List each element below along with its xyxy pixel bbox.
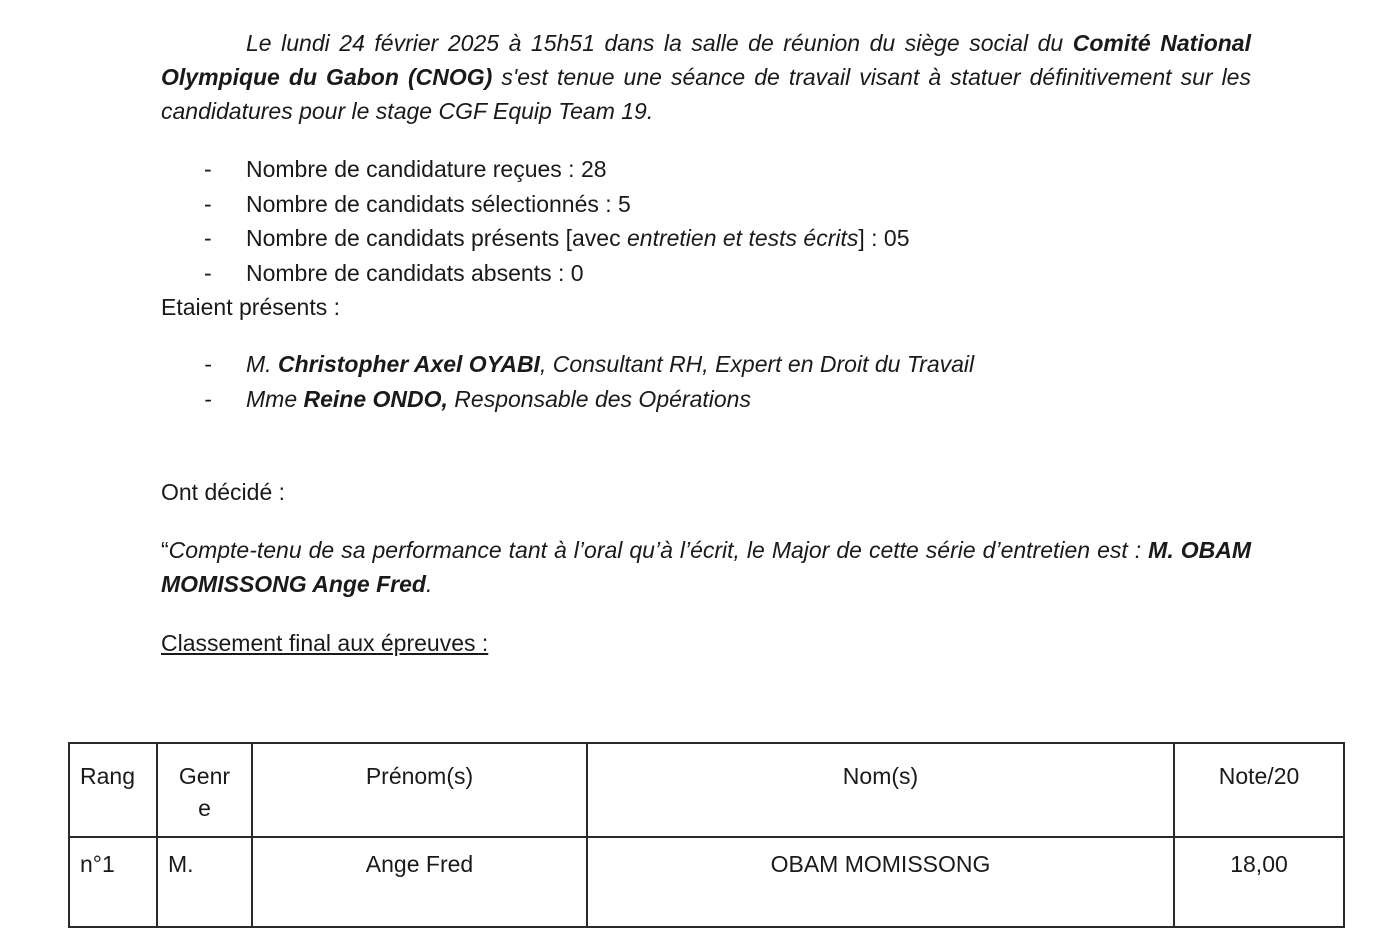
header-genre: Genre [157, 743, 252, 837]
cell-rang: n°1 [69, 837, 157, 927]
attendees-list [200, 347, 974, 416]
intro-paragraph [161, 26, 1251, 128]
list-item: - Nombre de candidats absents : 0 [200, 256, 910, 291]
major-name: M. OBAM MOMISSONG Ange Fred [161, 537, 1251, 597]
header-prenom: Prénom(s) [252, 743, 587, 837]
ranking-table [68, 742, 1345, 928]
intro-text-start: Le lundi 24 février 2025 à 15h51 dans la salle de réunion du siège social du [246, 30, 1073, 56]
list-item: - M. Christopher Axel OYABI, Consultant RH, Expert en Droit du Travail [200, 347, 974, 382]
decision-paragraph: “Compte-tenu de sa performance tant à l’oral qu’à l’écrit, le Major de cette série d’entretien est : M. OBAM MOMISSONG Ange Fred. [161, 537, 1251, 597]
present-label: Etaient présents : [161, 294, 340, 320]
intro-text-end: s'est tenue une séance de travail visant à statuer définitivement sur les candidatures pour le stage CGF Equip Team 19. [161, 64, 1251, 124]
ranking-title: Classement final aux épreuves : [161, 630, 489, 656]
decided-label: Ont décidé : [161, 479, 286, 505]
cell-nom: OBAM MOMISSONG [587, 837, 1174, 927]
cell-genre: M. [157, 837, 252, 927]
table-row [69, 837, 1344, 927]
header-note: Note/20 [1174, 743, 1344, 837]
organization-name: Comité National Olympique du Gabon (CNOG) [161, 30, 1251, 90]
list-item: - Nombre de candidats présents [avec entretien et tests écrits] : 05 [200, 221, 910, 256]
attendee-name: Reine ONDO, [303, 385, 448, 412]
header-nom: Nom(s) [587, 743, 1174, 837]
cell-prenom: Ange Fred [252, 837, 587, 927]
list-item: - Nombre de candidats sélectionnés : 5 [200, 187, 910, 222]
attendee-name: Christopher Axel OYABI [277, 351, 540, 377]
list-item: - Mme Reine ONDO, Responsable des Opérations [200, 382, 974, 417]
table-header-row [69, 743, 1344, 837]
list-item: - Nombre de candidature reçues : 28 [200, 152, 910, 187]
header-rang: Rang [69, 743, 157, 837]
cell-note: 18,00 [1174, 837, 1344, 927]
statistics-list [200, 152, 910, 290]
